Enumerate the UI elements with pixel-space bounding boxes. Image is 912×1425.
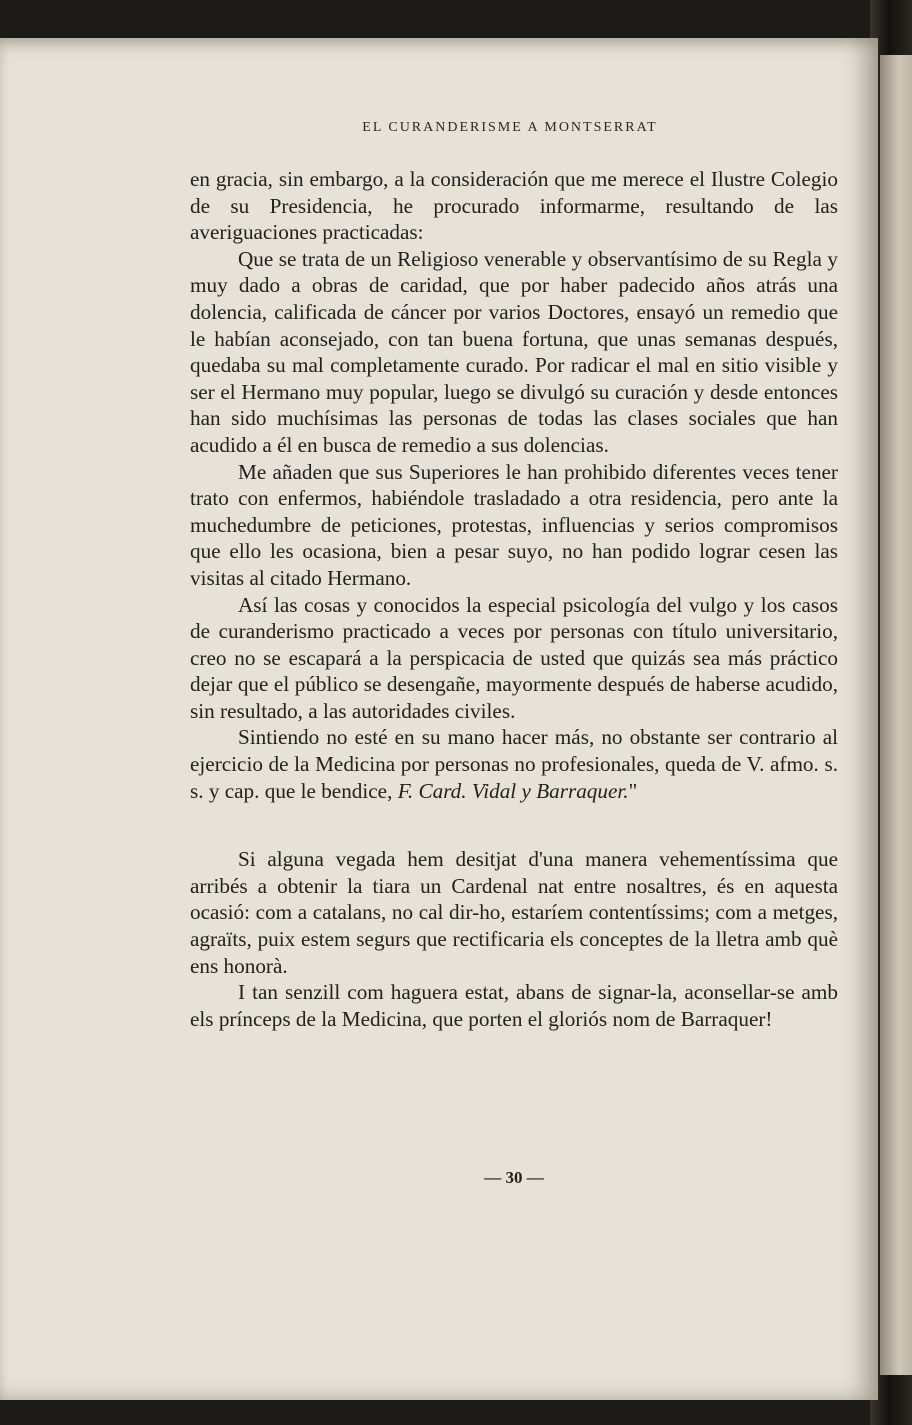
commentary-paragraph-2: I tan senzill com haguera estat, abans de signar-la, aconsellar-se amb els prínceps de la Medicina, que porten el gloriós nom de Barraquer! <box>190 980 838 1031</box>
letter-paragraph-2: Que se trata de un Religioso venerable y observantísimo de su Regla y muy dado a obras de caridad, que por haber padecido años atrás una dolencia, calificada de cáncer por varios Doctores, ensayó un remedio que le habían aconsejado, con tan buena fortuna, que unas semanas después, quedaba su mal completamente curado. Por radicar el mal en sitio visible y ser el Hermano muy popular, luego se divulgó su curación y desde entonces han sido muchísimas las personas de todas las clases sociales que han acudido a él en busca de remedio a sus dolencias. <box>190 246 838 457</box>
running-head: EL CURANDERISME A MONTSERRAT <box>362 120 658 135</box>
signature: F. Card. Vidal y Barraquer. <box>397 778 629 803</box>
letter-closing: Sintiendo no esté en su mano hacer más, no obstante ser contrario al ejercicio de la Medicina por personas no profesionales, queda de V. afmo. s. s. y cap. que le bendice, <box>190 725 838 803</box>
letter-paragraph-5 <box>190 724 838 804</box>
letter-paragraph-1: en gracia, sin embargo, a la consideración que me merece el Ilustre Colegio de su Presidencia, he procurado informarme, resultando de las averiguaciones practicadas: <box>190 167 838 245</box>
page-body <box>190 166 838 1032</box>
closing-quote: " <box>628 778 638 803</box>
letter-paragraph-4: Así las cosas y conocidos la especial psicología del vulgo y los casos de curanderismo practicado a veces por personas con título universitario, creo no se escapará a la perspicacia de usted que quizás sea más práctico dejar que el público se desengañe, mayormente después de haberse acudido, sin resultado, a las autoridades civiles. <box>190 592 838 723</box>
commentary-paragraph-1: Si alguna vegada hem desitjat d'una manera vehementíssima que arribés a obtenir la tiara un Cardenal nat entre nosaltres, és en aquesta ocasió: com a catalans, no cal dir-ho, estaríem contentíssims; com a metges, agraïts, puix estem segurs que rectificaria els conceptes de la lletra amb què ens honorà. <box>190 847 838 978</box>
page-number: — 30 — <box>484 1168 544 1187</box>
letter-paragraph-3: Me añaden que sus Superiores le han prohibido diferentes veces tener trato con enfermos, habiéndole trasladado a otra residencia, pero ante la muchedumbre de peticiones, protestas, influencias y serios compromisos que ello les ocasiona, bien a pesar suyo, no han podido lograr cesen las visitas al citado Hermano. <box>190 459 838 590</box>
next-page-edge <box>880 55 912 1375</box>
